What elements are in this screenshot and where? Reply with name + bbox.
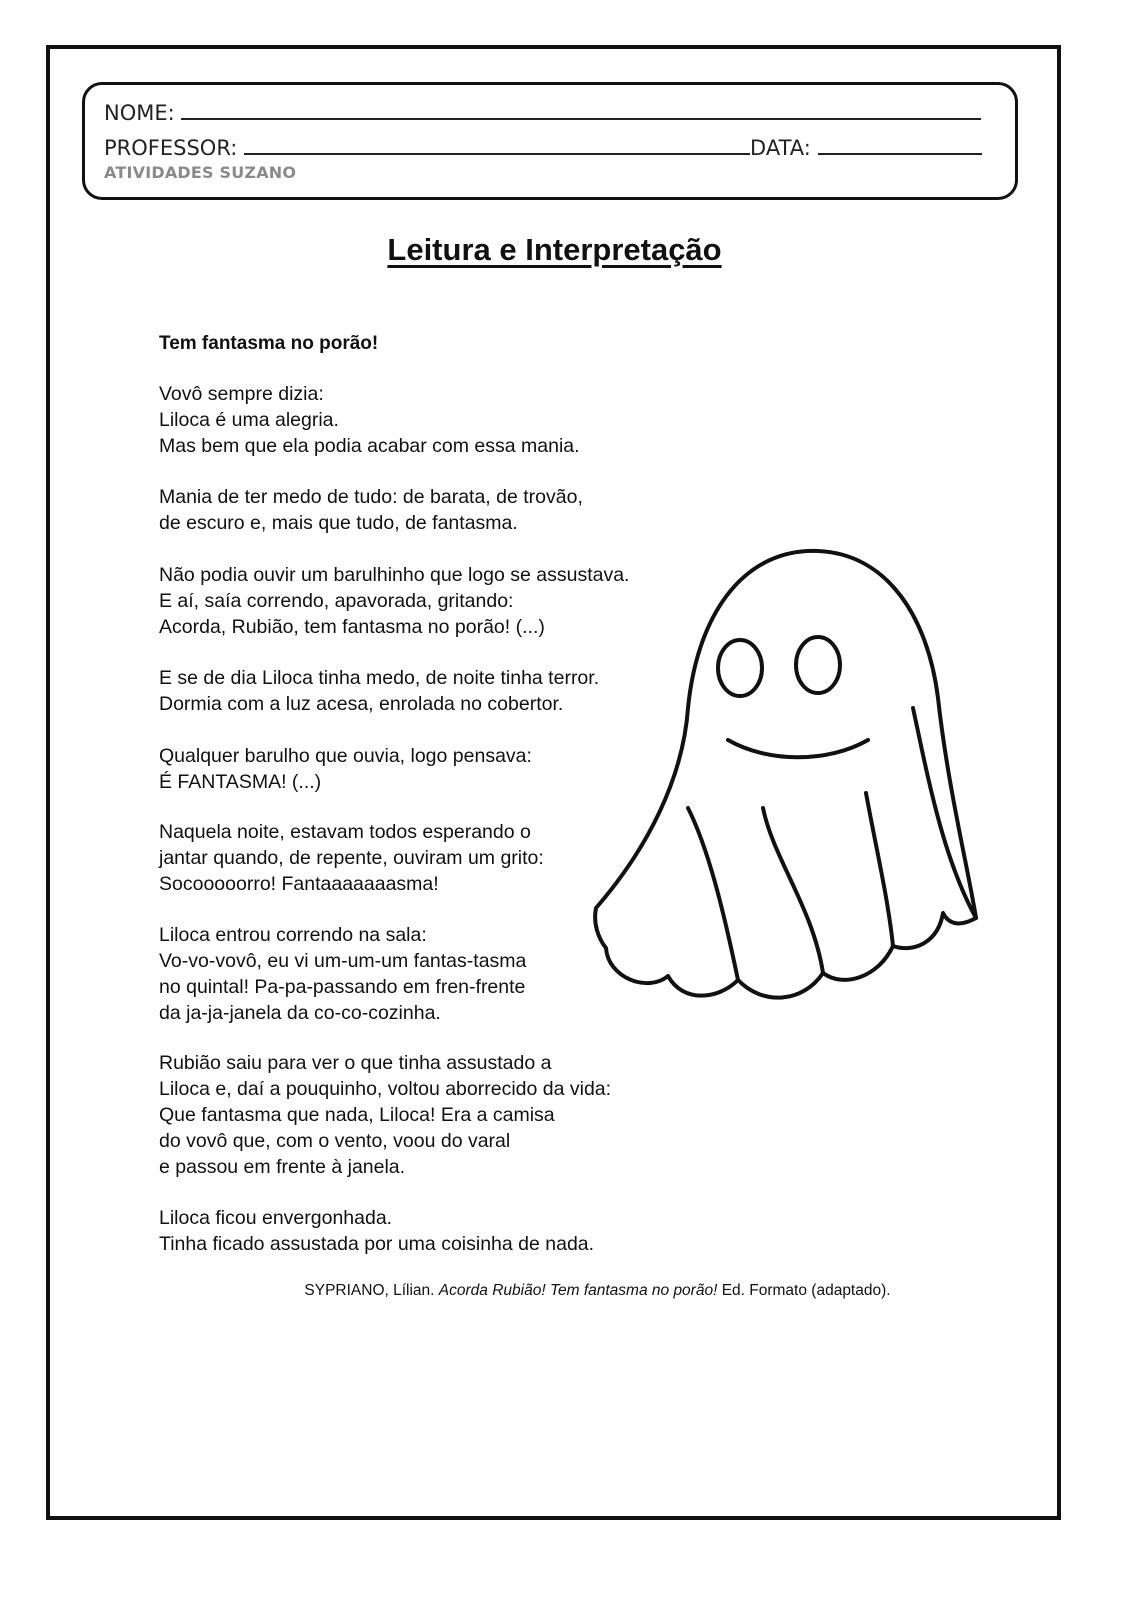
poem-line: Mas bem que ela podia acabar com essa mania. xyxy=(159,435,580,457)
citation-work: Acorda Rubião! Tem fantasma no porão! xyxy=(438,1282,718,1299)
stanza xyxy=(159,1205,594,1257)
citation xyxy=(0,1282,1131,1300)
name-row xyxy=(104,98,981,125)
stanza xyxy=(159,1050,611,1180)
name-blank[interactable] xyxy=(181,98,981,120)
poem-line: Vo-vo-vovô, eu vi um-um-um fantas-tasma xyxy=(159,950,527,972)
poem-line: Tinha ficado assustada por uma coisinha de nada. xyxy=(159,1233,595,1255)
poem-line: Liloca é uma alegria. xyxy=(159,409,339,431)
ghost-fold xyxy=(866,793,893,946)
poem-line: do vovô que, com o vento, voou do varal xyxy=(159,1130,511,1152)
poem-line: Vovô sempre dizia: xyxy=(159,383,324,405)
teacher-blank[interactable] xyxy=(244,133,750,155)
poem-line: Rubião saiu para ver o que tinha assustado a xyxy=(159,1052,552,1074)
stanza xyxy=(159,819,544,897)
poem-line: Não podia ouvir um barulhinho que logo se assustava. xyxy=(159,564,630,586)
brand-label: ATIVIDADES SUZANO xyxy=(104,163,297,182)
stanza xyxy=(159,743,532,795)
poem-line: Liloca ficou envergonhada. xyxy=(159,1207,393,1229)
poem-line: Que fantasma que nada, Liloca! Era a camisa xyxy=(159,1104,555,1126)
citation-author: SYPRIANO, Lílian. xyxy=(304,1282,435,1299)
poem-line: de escuro e, mais que tudo, de fantasma. xyxy=(159,512,518,534)
poem-line: E se de dia Liloca tinha medo, de noite tinha terror. xyxy=(159,667,600,689)
ghost-left-eye xyxy=(718,640,762,696)
date-label: DATA: xyxy=(750,136,811,160)
poem-line: Dormia com a luz acesa, enrolada no cobertor. xyxy=(159,693,564,715)
stanza xyxy=(159,381,580,459)
stanza xyxy=(159,562,629,640)
ghost-smile xyxy=(728,740,868,757)
stanza xyxy=(159,922,526,1026)
ghost-icon xyxy=(588,548,988,1010)
ghost-fold xyxy=(688,808,738,980)
date-blank[interactable] xyxy=(818,133,982,155)
poem-line: no quintal! Pa-pa-passando em fren-frente xyxy=(159,976,526,998)
poem-title: Tem fantasma no porão! xyxy=(159,333,379,354)
poem-line: E aí, saía correndo, apavorada, gritando: xyxy=(159,590,514,612)
poem-line: Acorda, Rubião, tem fantasma no porão! (...) xyxy=(159,616,545,638)
poem-line: Socooooorro! Fantaaaaaaasma! xyxy=(159,873,439,895)
poem-line: Mania de ter medo de tudo: de barata, de trovão, xyxy=(159,486,583,508)
poem-line: e passou em frente à janela. xyxy=(159,1156,406,1178)
poem-line: Liloca e, daí a pouquinho, voltou aborrecido da vida: xyxy=(159,1078,612,1100)
stanza xyxy=(159,484,583,536)
poem-line: É FANTASMA! (...) xyxy=(159,771,322,793)
stanza xyxy=(159,665,599,717)
ghost-fold xyxy=(763,808,823,973)
poem-line: Naquela noite, estavam todos esperando o xyxy=(159,821,531,843)
poem-line: Liloca entrou correndo na sala: xyxy=(159,924,427,946)
name-label: NOME: xyxy=(104,101,175,125)
ghost-outline xyxy=(595,551,976,998)
poem-line: jantar quando, de repente, ouviram um grito: xyxy=(159,847,544,869)
teacher-label: PROFESSOR: xyxy=(104,136,238,160)
poem-line: Qualquer barulho que ouvia, logo pensava: xyxy=(159,745,532,767)
poem-line: da ja-ja-janela da co-co-cozinha. xyxy=(159,1002,441,1024)
teacher-row xyxy=(104,133,982,160)
citation-publisher: Ed. Formato (adaptado). xyxy=(721,1282,891,1299)
ghost-right-eye xyxy=(796,637,840,693)
page-title: Leitura e Interpretação xyxy=(387,232,722,267)
